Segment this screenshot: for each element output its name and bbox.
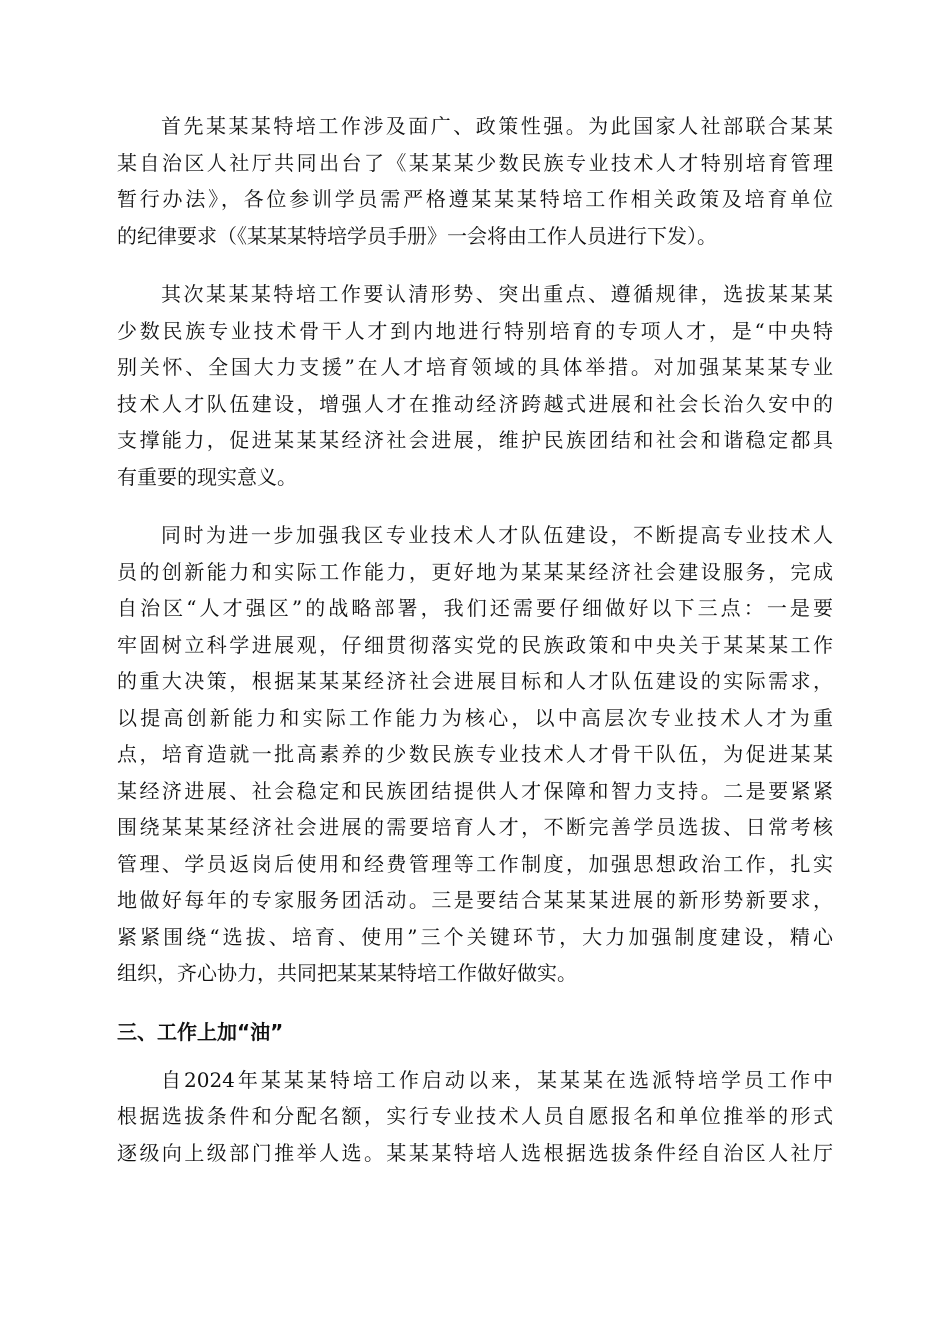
text-line: 点，培育造就一批高素养的少数民族专业技术人才骨干队伍，为促进某某 (117, 742, 833, 766)
text-line: 自治区“人才强区”的战略部署，我们还需要仔细做好以下三点：一是要 (117, 596, 833, 620)
paragraph-situation (117, 276, 833, 495)
text-line: 的重大决策，根据某某某经济社会进展目标和人才队伍建设的实际需求， (117, 669, 833, 693)
text-line: 有重要的现实意义。 (117, 464, 297, 489)
text-line: 某自治区人社厅共同出台了《某某某少数民族专业技术人才特别培育管理 (117, 150, 833, 175)
text-line: 自2024年某某某特培工作启动以来，某某某在选派特培学员工作中 (161, 1067, 833, 1092)
text-line: 别关怀、全国大力支援”在人才培育领域的具体举措。对加强某某某专业 (117, 355, 833, 379)
text-line: 其次某某某特培工作要认清形势、突出重点、遵循规律，选拔某某某 (161, 282, 833, 306)
text-line: 员的创新能力和实际工作能力，更好地为某某某经济社会建设服务，完成 (117, 559, 833, 584)
text-line: 以提高创新能力和实际工作能力为核心，以中高层次专业技术人才为重 (117, 705, 833, 730)
text-line: 的纪律要求（《某某某特培学员手册》一会将由工作人员进行下发）。 (117, 223, 717, 248)
paragraph-three-points (117, 517, 833, 992)
text-line: 技术人才队伍建设，增强人才在推动经济跨越式进展和社会长治久安中的 (117, 391, 833, 416)
text-line: 少数民族专业技术骨干人才到内地进行特别培育的专项人才，是“中央特 (117, 318, 833, 343)
text-line: 围绕某某某经济社会进展的需要培育人才，不断完善学员选拔、日常考核 (117, 815, 833, 839)
text-line: 逐级向上级部门推举人选。某某某特培人选根据选拔条件经自治区人社厅 (117, 1140, 833, 1165)
text-line: 首先某某某特培工作涉及面广、政策性强。为此国家人社部联合某某 (161, 114, 833, 138)
text-line: 管理、学员返岗后使用和经费管理等工作制度，加强思想政治工作，扎实 (117, 851, 833, 876)
text-line: 某经济进展、社会稳定和民族团结提供人才保障和智力支持。二是要紧紧 (117, 778, 833, 803)
paragraph-selection (117, 1062, 833, 1172)
text-line: 暂行办法》，各位参训学员需严格遵某某某特培工作相关政策及培育单位 (117, 187, 833, 211)
text-line: 紧紧围绕“选拔、培育、使用”三个关键环节，大力加强制度建设，精心 (117, 924, 833, 949)
section-heading: 三、工作上加“油” (117, 1019, 284, 1044)
document-page (117, 108, 833, 1171)
text-line: 支撑能力，促进某某某经济社会进展，维护民族团结和社会和谐稳定都具 (117, 428, 833, 452)
text-line: 同时为进一步加强我区专业技术人才队伍建设，不断提高专业技术人 (161, 523, 833, 547)
text-line: 组织，齐心协力，共同把某某某特培工作做好做实。 (117, 961, 577, 985)
paragraph-policy (117, 108, 833, 254)
text-line: 牢固树立科学进展观，仔细贯彻落实党的民族政策和中央关于某某某工作 (117, 632, 833, 657)
text-line: 地做好每年的专家服务团活动。三是要结合某某某进展的新形势新要求， (117, 888, 833, 912)
text-line: 根据选拔条件和分配名额，实行专业技术人员自愿报名和单位推举的形式 (117, 1104, 833, 1128)
